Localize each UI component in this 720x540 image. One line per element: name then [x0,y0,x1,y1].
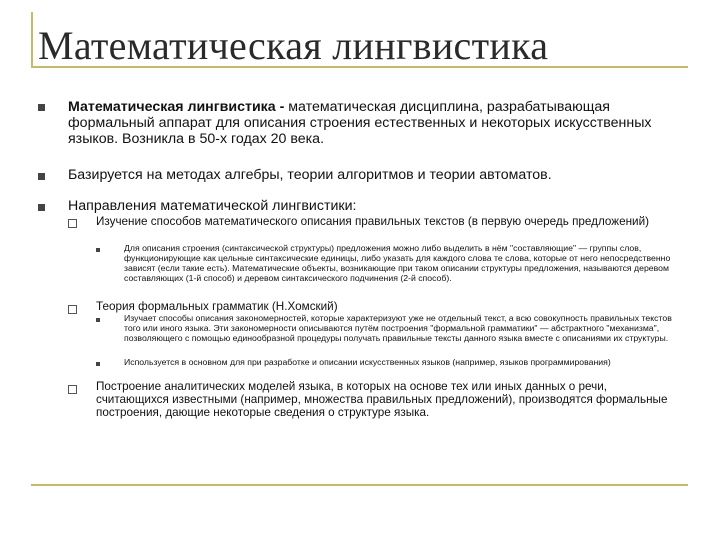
bullet-marker [38,173,45,180]
bullet-marker [38,204,45,211]
direction-text-analytic-models: Построение аналитических моделей языка, в которых на основе тех или иных данных о речи, считающихся известными (например, множества правильных предложений), производятся формальные построения, дающие некоторые сведения о структуре языка. [96,380,668,419]
slide-title: Математическая лингвистика [38,23,549,68]
sub-bullet-marker [68,385,77,394]
sub-bullet-marker [68,219,77,228]
bullet-term: Математическая лингвистика - [68,99,285,115]
direction-detail-grammar-description: Изучает способы описания закономерностей, которые характеризуют уже не отдельный текст, а всю совокупность правильных текстов того или иного языка. Эти закономерности описываются путём построения "формальной грамматики" — абстрактного "механизма", позволяющего с помощью единообразной процедуры получать правильные тексты данного языка вместе с описаниями их структуры. [124,313,672,343]
bullet-text: математическая дисциплина, разрабатывающая формальный аппарат для описания строения естественных и некоторых искусственных языков. Возникла в 50-х годах 20 века. [68,99,652,147]
sub-bullet-marker [68,305,77,314]
bullet-definition [68,99,678,147]
footer-rule [31,484,688,486]
detail-bullet-marker [96,248,100,252]
detail-bullet-marker [96,362,100,366]
bullet-directions-heading: Направления математической лингвистики: [68,198,357,214]
title-vertical-rule [31,12,33,68]
detail-bullet-marker [96,318,100,322]
bullet-foundations: Базируется на методах алгебры, теории алгоритмов и теории автоматов. [68,167,552,183]
bullet-marker [38,104,45,111]
direction-detail-syntax-trees: Для описания строения (синтаксической структуры) предложения можно либо выделить в нём "составляющие" — группы слов, функционирующие как цельные синтаксические единицы, либо указать для каждого слова те слова, которые от него непосредственно зависят (если такие есть). Математические объекты, возникающие при таком описании структуры предложения, называются деревом составляющих (1-й способ) и деревом синтаксического подчинения (2-й способ). [124,243,671,283]
direction-text-formal-grammars: Теория формальных грамматик (Н.Хомский) [96,300,338,313]
direction-detail-artificial-languages: Используется в основном для при разработке и описании искусственных языков (например, языков программирования) [124,357,611,367]
direction-text-texts: Изучение способов математического описания правильных текстов (в первую очередь предложений) [96,215,649,228]
